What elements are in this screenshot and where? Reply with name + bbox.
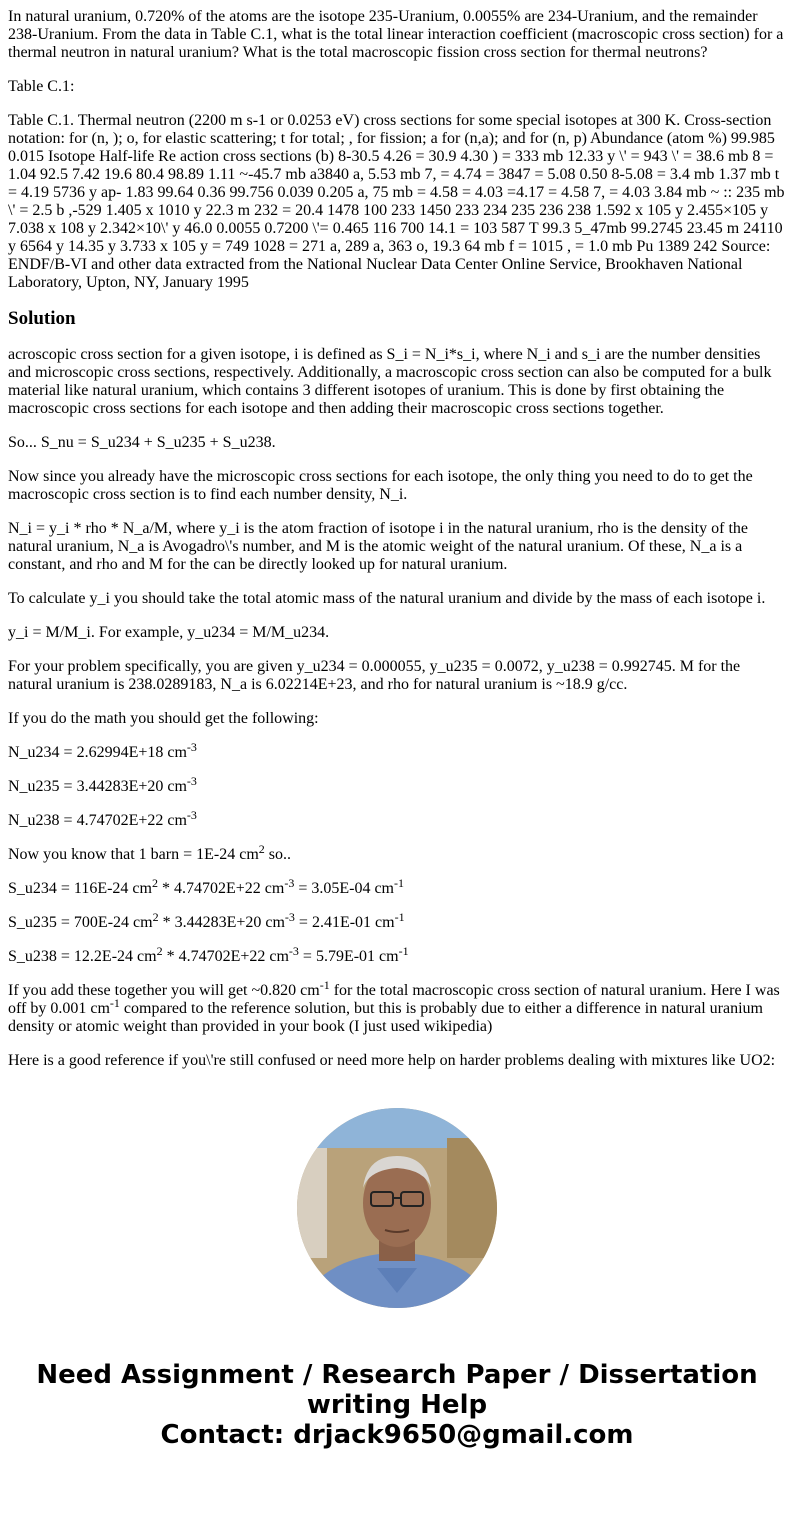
footer-email: Contact: drjack9650@gmail.com xyxy=(160,1420,634,1450)
solution-heading: Solution xyxy=(8,308,76,329)
text-segment: N_u235 = 3.44283E+20 cm xyxy=(8,778,187,795)
solution-paragraph xyxy=(8,910,786,932)
text-segment: N_i = y_i * rho * N_a/M, where y_i is the atom fraction of isotope i in the natural uranium, rho is the density of the natural uranium, N_a is Avogadro\'s number, and M is the atomic weight of the natural uranium. Of these, N_a is a constant, and rho and M for the can be directly looked up for natural uranium. xyxy=(8,520,748,573)
text-segment: = 3.05E-04 cm xyxy=(294,880,394,897)
solution-paragraph xyxy=(8,434,786,452)
superscript: -1 xyxy=(394,910,405,924)
text-segment: So... S_nu = S_u234 + S_u235 + S_u238. xyxy=(8,434,276,451)
solution-paragraph xyxy=(8,710,786,728)
text-segment: acroscopic cross section for a given isotope, i is defined as S_i = N_i*s_i, where N_i and s_i are the number densities and microscopic cross sections, respectively. Additionally, a macroscopic cross section can also be computed for a bulk material like natural uranium, which contains 3 different isotopes of uranium. This is done by first obtaining the macroscopic cross sections for each isotope and then adding their macroscopic cross sections together. xyxy=(8,346,772,417)
solution-paragraph xyxy=(8,944,786,966)
solution-paragraph xyxy=(8,468,786,504)
solution-paragraph xyxy=(8,978,786,1036)
footer-contact xyxy=(8,1360,786,1450)
text-segment: * 4.74702E+22 cm xyxy=(157,880,285,897)
superscript: 2 xyxy=(151,876,158,890)
superscript: -3 xyxy=(284,876,295,890)
superscript: -3 xyxy=(186,808,197,822)
superscript: -3 xyxy=(186,740,197,754)
question-text: In natural uranium, 0.720% of the atoms are the isotope 235-Uranium, 0.0055% are 234-Uranium, and the remainder 238-Uranium. From the data in Table C.1, what is the total linear interaction coefficient (macroscopic cross section) for a thermal neutron in natural uranium? What is the total macroscopic fission cross section for thermal neutrons? xyxy=(8,8,784,61)
text-segment: y_i = M/M_i. For example, y_u234 = M/M_u234. xyxy=(8,624,330,641)
text-segment: S_u235 = 700E-24 cm xyxy=(8,914,153,931)
text-segment: * 4.74702E+22 cm xyxy=(162,948,289,965)
text-segment: Now you know that 1 barn = 1E-24 cm xyxy=(8,846,259,863)
solution-body xyxy=(8,346,786,1070)
solution-paragraph xyxy=(8,876,786,898)
solution-paragraph xyxy=(8,658,786,694)
text-segment: N_u238 = 4.74702E+22 cm xyxy=(8,812,187,829)
solution-paragraph xyxy=(8,1052,786,1070)
text-segment: for the total macroscopic cross section of natural uranium. Here I was off by 0.001 cm xyxy=(8,982,780,1017)
text-segment: S_u234 = 116E-24 cm xyxy=(8,880,152,897)
superscript: 2 xyxy=(156,944,163,958)
text-segment: For your problem specifically, you are given y_u234 = 0.000055, y_u235 = 0.0072, y_u238 = 0.992745. M for the natural uranium is 238.0289183, N_a is 6.02214E+23, and rho for natural uranium is ~18.9 g/cc. xyxy=(8,658,741,693)
text-segment: To calculate y_i you should take the total atomic mass of the natural uranium and divide by the mass of each isotope i. xyxy=(8,590,766,607)
superscript: -3 xyxy=(288,944,299,958)
superscript: -3 xyxy=(284,910,295,924)
superscript: -3 xyxy=(186,774,197,788)
superscript: -1 xyxy=(109,996,120,1010)
solution-paragraph xyxy=(8,808,786,830)
text-segment: S_u238 = 12.2E-24 cm xyxy=(8,948,157,965)
superscript: -1 xyxy=(319,978,330,992)
document xyxy=(8,8,786,1450)
text-segment: = 2.41E-01 cm xyxy=(294,914,395,931)
author-avatar xyxy=(297,1108,497,1308)
superscript: -1 xyxy=(398,944,409,958)
text-segment: = 5.79E-01 cm xyxy=(298,948,399,965)
text-segment: Now since you already have the microscopic cross sections for each isotope, the only thing you need to do to get the macroscopic cross section is to find each number density, N_i. xyxy=(8,468,753,503)
superscript: 2 xyxy=(258,842,265,856)
text-segment: * 3.44283E+20 cm xyxy=(158,914,285,931)
text-segment: Here is a good reference if you\'re still confused or need more help on harder problems dealing with mixtures like UO2: xyxy=(8,1052,776,1069)
solution-paragraph xyxy=(8,520,786,574)
superscript: -1 xyxy=(394,876,404,890)
text-segment: If you add these together you will get ~0.820 cm xyxy=(8,982,320,999)
solution-paragraph xyxy=(8,842,786,864)
solution-paragraph xyxy=(8,774,786,796)
solution-paragraph xyxy=(8,624,786,642)
text-segment: so.. xyxy=(264,846,291,863)
superscript: 2 xyxy=(152,910,159,924)
footer-help-text: Need Assignment / Research Paper / Dissertation writing Help xyxy=(36,1360,758,1420)
table-text: Table C.1. Thermal neutron (2200 m s-1 or 0.0253 eV) cross sections for some special isotopes at 300 K. Cross-section notation: for (n, ); o, for elastic scattering; t for total; , for fission; a for (n,a); and for (n, p) Abundance (atom %) 99.985 0.015 Isotope Half-life Re action cross sections (b) 8-30.5 4.26 = 30.9 4.30 ) = 333 mb 12.33 y \' = 943 \' = 38.6 mb 8 = 1.04 92.5 7.42 19.6 80.4 98.89 1.11 ~-45.7 mb a3840 a, 5.53 mb 7, = 4.74 = 3847 = 5.08 0.50 8-5.08 = 3.4 mb 1.37 mb t = 4.19 5736 y ap- 1.83 99.64 0.36 99.756 0.039 0.205 a, 75 mb = 4.58 = 4.03 =4.17 = 4.58 7, = 4.03 3.84 mb ~ :: 235 mb \' = 2.5 b ,-529 1.405 x 1010 y 22.3 m 232 = 20.4 1478 100 233 1450 233 234 235 236 238 1.592 x 105 y 2.455×105 y 7.038 x 108 y 2.342×10\' y 46.0 0.0055 0.7200 \'= 0.465 116 700 14.1 = 103 587 T 99.3 5_47mb 99.2745 23.45 m 24110 y 6564 y 14.35 y 3.733 x 105 y = 749 1028 = 271 a, 289 a, 363 o, 19.3 64 mb f = 1015 , = 1.0 mb Pu 1389 242 Source: ENDF/B-VI and other data extracted from the National Nuclear Data Center Online Service, Brookhaven National Laboratory, Upton, NY, January 1995 xyxy=(8,112,785,291)
solution-paragraph xyxy=(8,590,786,608)
text-segment: N_u234 = 2.62994E+18 cm xyxy=(8,744,187,761)
text-segment: compared to the reference solution, but this is probably due to either a difference in natural uranium density or atomic weight than provided in your book (I just used wikipedia) xyxy=(8,1000,763,1035)
solution-paragraph xyxy=(8,346,786,418)
solution-paragraph xyxy=(8,740,786,762)
text-segment: If you do the math you should get the following: xyxy=(8,710,319,727)
table-label: Table C.1: xyxy=(8,78,75,95)
